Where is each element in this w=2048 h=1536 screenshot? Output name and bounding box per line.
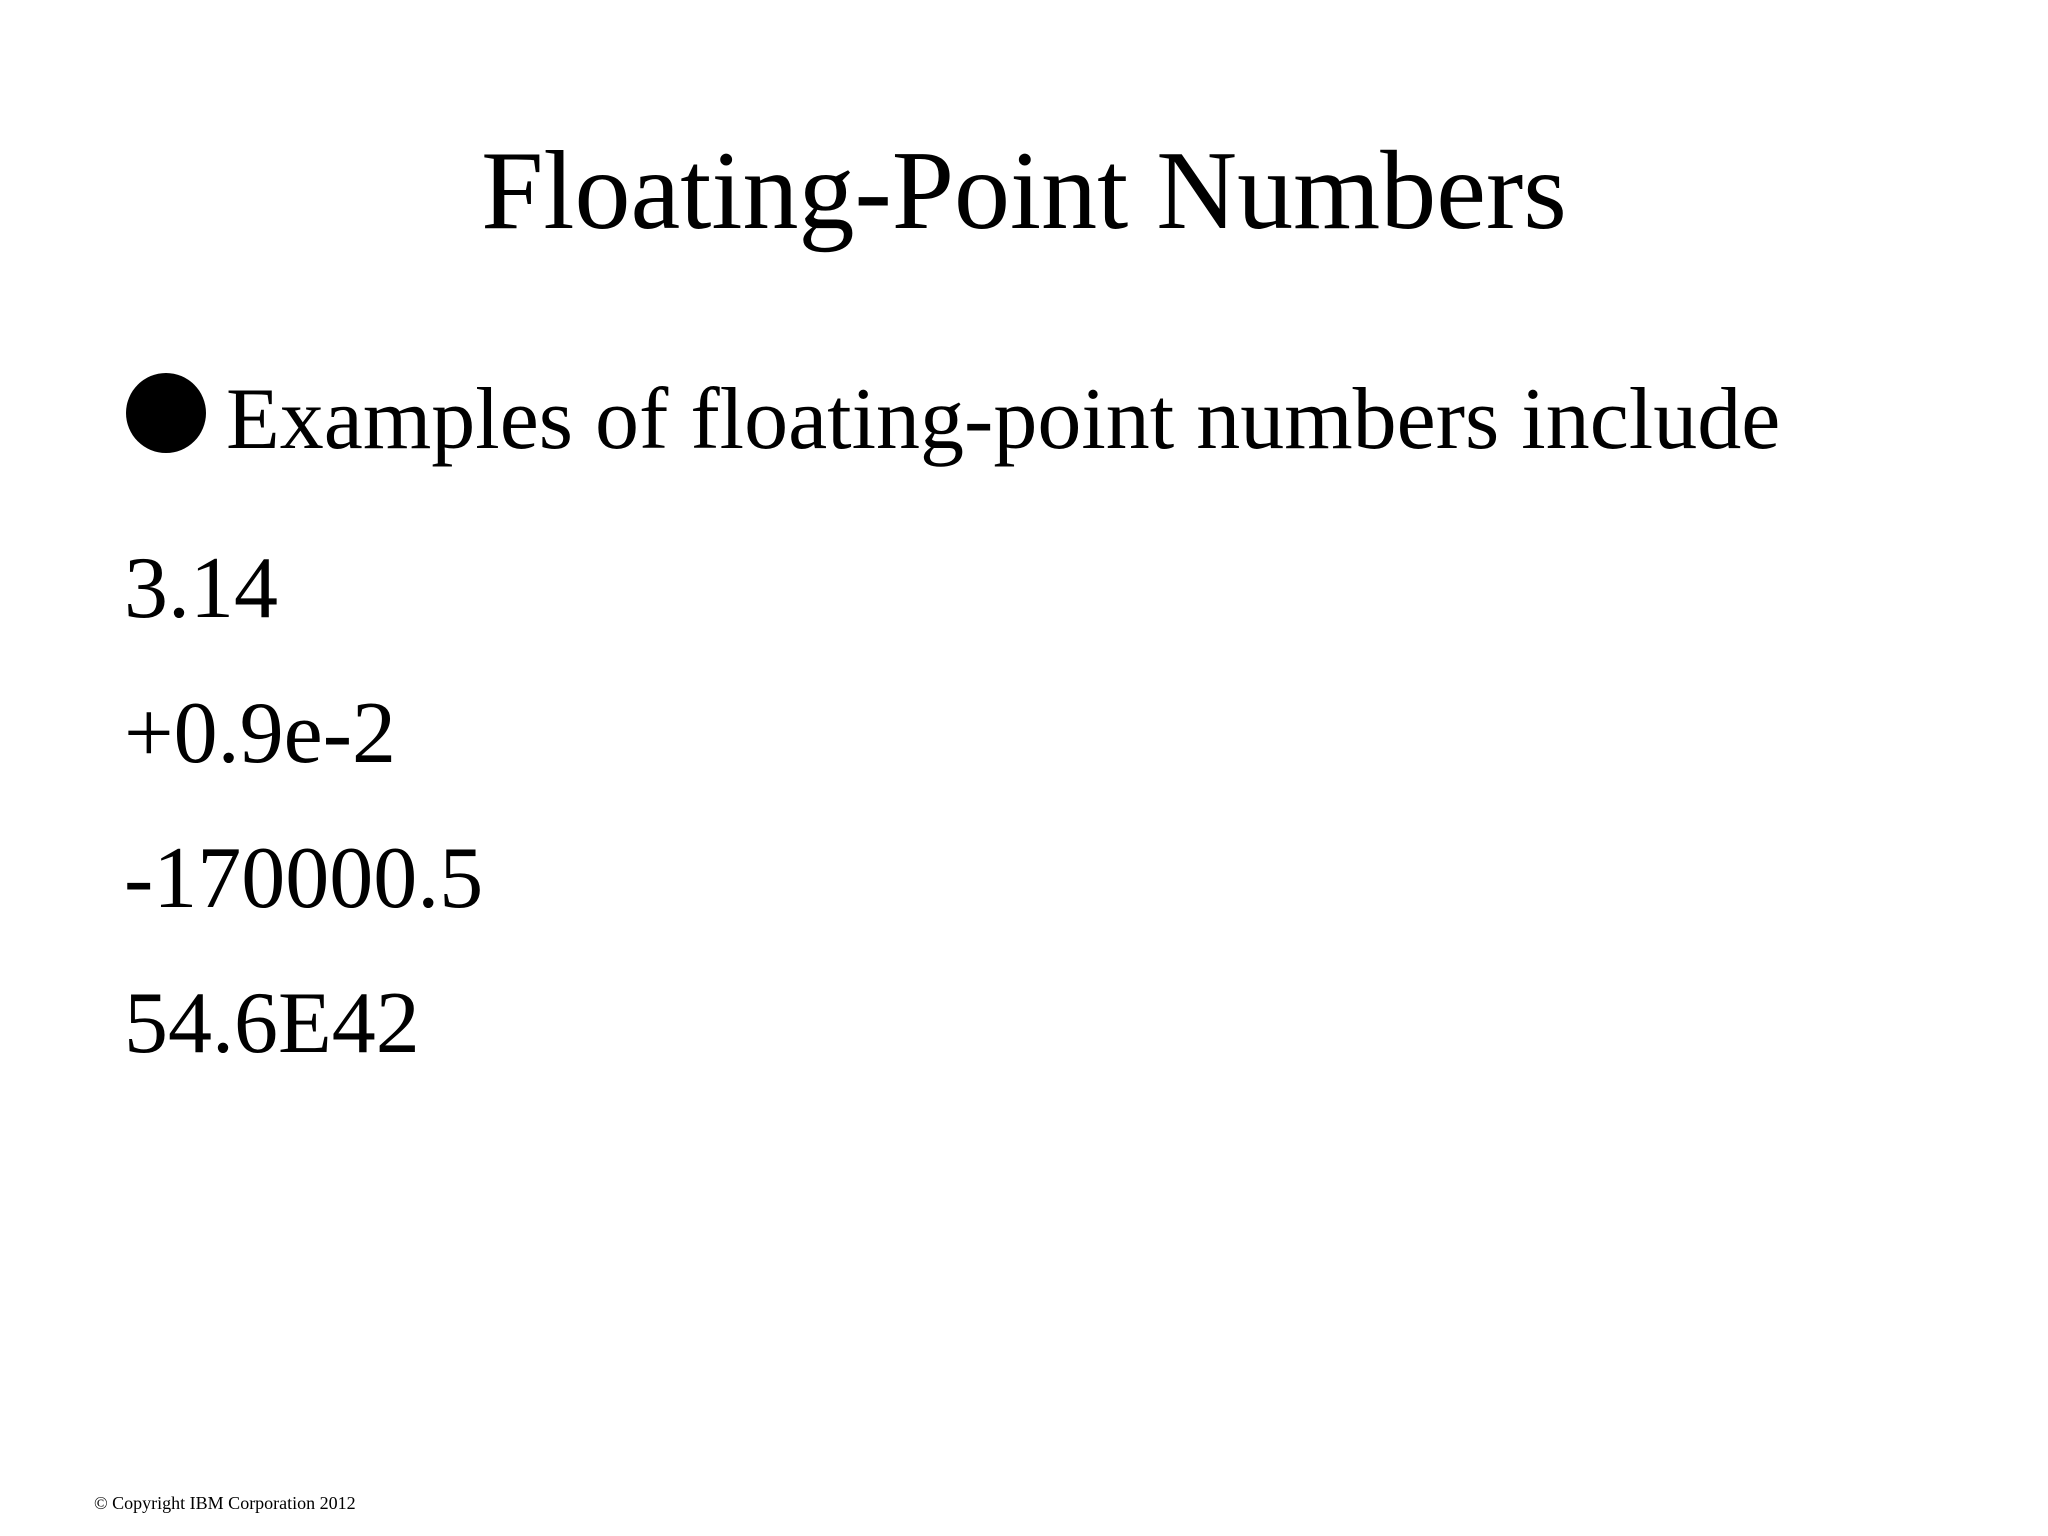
examples-list <box>124 516 483 1096</box>
slide-title: Floating-Point Numbers <box>481 129 1567 253</box>
example-number: +0.9e-2 <box>124 685 396 782</box>
bullet-dot-icon <box>126 373 206 453</box>
bullet-item <box>126 372 1780 469</box>
copyright-footer: © Copyright IBM Corporation 2012 <box>94 1493 356 1513</box>
example-number: 3.14 <box>124 540 278 637</box>
bullet-text: Examples of floating-point numbers include <box>226 371 1781 468</box>
example-number: 54.6E42 <box>124 975 420 1072</box>
example-number: -170000.5 <box>124 830 484 927</box>
